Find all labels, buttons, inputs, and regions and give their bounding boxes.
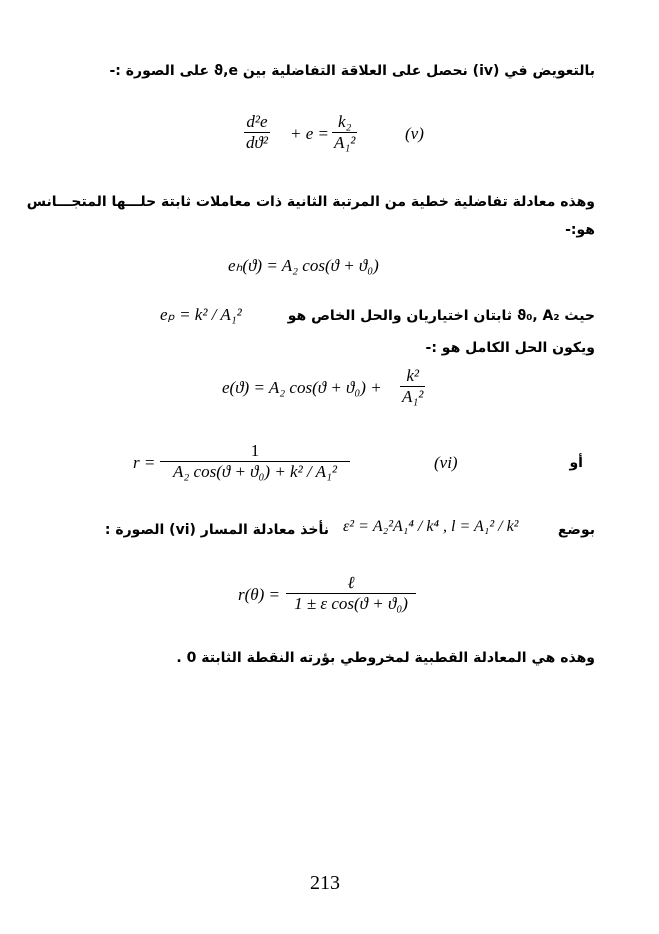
fraction-denominator: A₂ cos(ϑ + ϑ₀) + k² / A₁² — [160, 461, 350, 482]
equation-homogeneous-solution: eₕ(ϑ) = A₂ cos(ϑ + ϑ₀) — [228, 256, 379, 275]
fraction-denominator: A₁² — [334, 133, 356, 152]
equation-complete-solution-lhs: e(ϑ) = A₂ cos(ϑ + ϑ₀) + — [222, 378, 382, 397]
equation-vi-fraction — [160, 441, 350, 482]
fraction-denominator: A₁² — [402, 387, 424, 406]
paragraph-particular-solution: حيث ϑ₀, A₂ ثابتان اختياريان والحل الخاص هو — [287, 308, 595, 324]
fraction-numerator: k₂ — [337, 112, 352, 131]
fraction-numerator: ℓ — [347, 573, 355, 592]
equation-polar-fraction — [286, 573, 416, 614]
equation-label-v: (v) — [405, 124, 424, 143]
equation-v-rhs-fraction — [332, 112, 357, 153]
equation-label-vi: (vi) — [434, 453, 458, 472]
paragraph-substitution-right: بوضع — [557, 522, 595, 538]
fraction-denominator: dϑ² — [246, 133, 268, 152]
paragraph-substitution: بالتعويض في (iv) نحصل على العلاقة التفاضلية بين ϑ,e على الصورة :- — [109, 63, 595, 79]
fraction-numerator: d²e — [246, 112, 268, 131]
equation-polar-lhs: r(θ) = — [238, 585, 281, 604]
equation-particular-solution: eₚ = k² / A₁² — [160, 305, 242, 324]
fraction-numerator: 1 — [250, 441, 260, 460]
paragraph-substitution-left: نأخذ معادلة المسار (vi) الصورة : — [104, 522, 329, 538]
equation-v-lhs-fraction — [244, 112, 270, 153]
paragraph-complete-solution: ويكون الحل الكامل هو :- — [425, 340, 595, 356]
paragraph-conclusion: وهذه هي المعادلة القطبية لمخروطي بؤرته النقطة الثابتة 0 . — [176, 650, 595, 666]
equation-v-middle: + e = — [290, 124, 329, 143]
page-number: 213 — [310, 872, 340, 894]
fraction-denominator: 1 ± ε cos(ϑ + ϑ₀) — [286, 593, 416, 614]
paragraph-homogeneous-line1: وهذه معادلة تفاضلية خطية من المرتبة الثانية ذات معاملات ثابتة حلـــها المتجـــانس — [26, 194, 595, 210]
equation-substitution: ε² = A₂²A₁⁴ / k⁴ , l = A₁² / k² — [343, 518, 519, 535]
equation-complete-solution-fraction — [400, 366, 425, 407]
paragraph-homogeneous-line2: هو:- — [565, 222, 595, 238]
fraction-numerator: k² — [406, 366, 420, 385]
equation-vi-lhs: r = — [133, 453, 156, 472]
word-or: أو — [569, 455, 583, 471]
